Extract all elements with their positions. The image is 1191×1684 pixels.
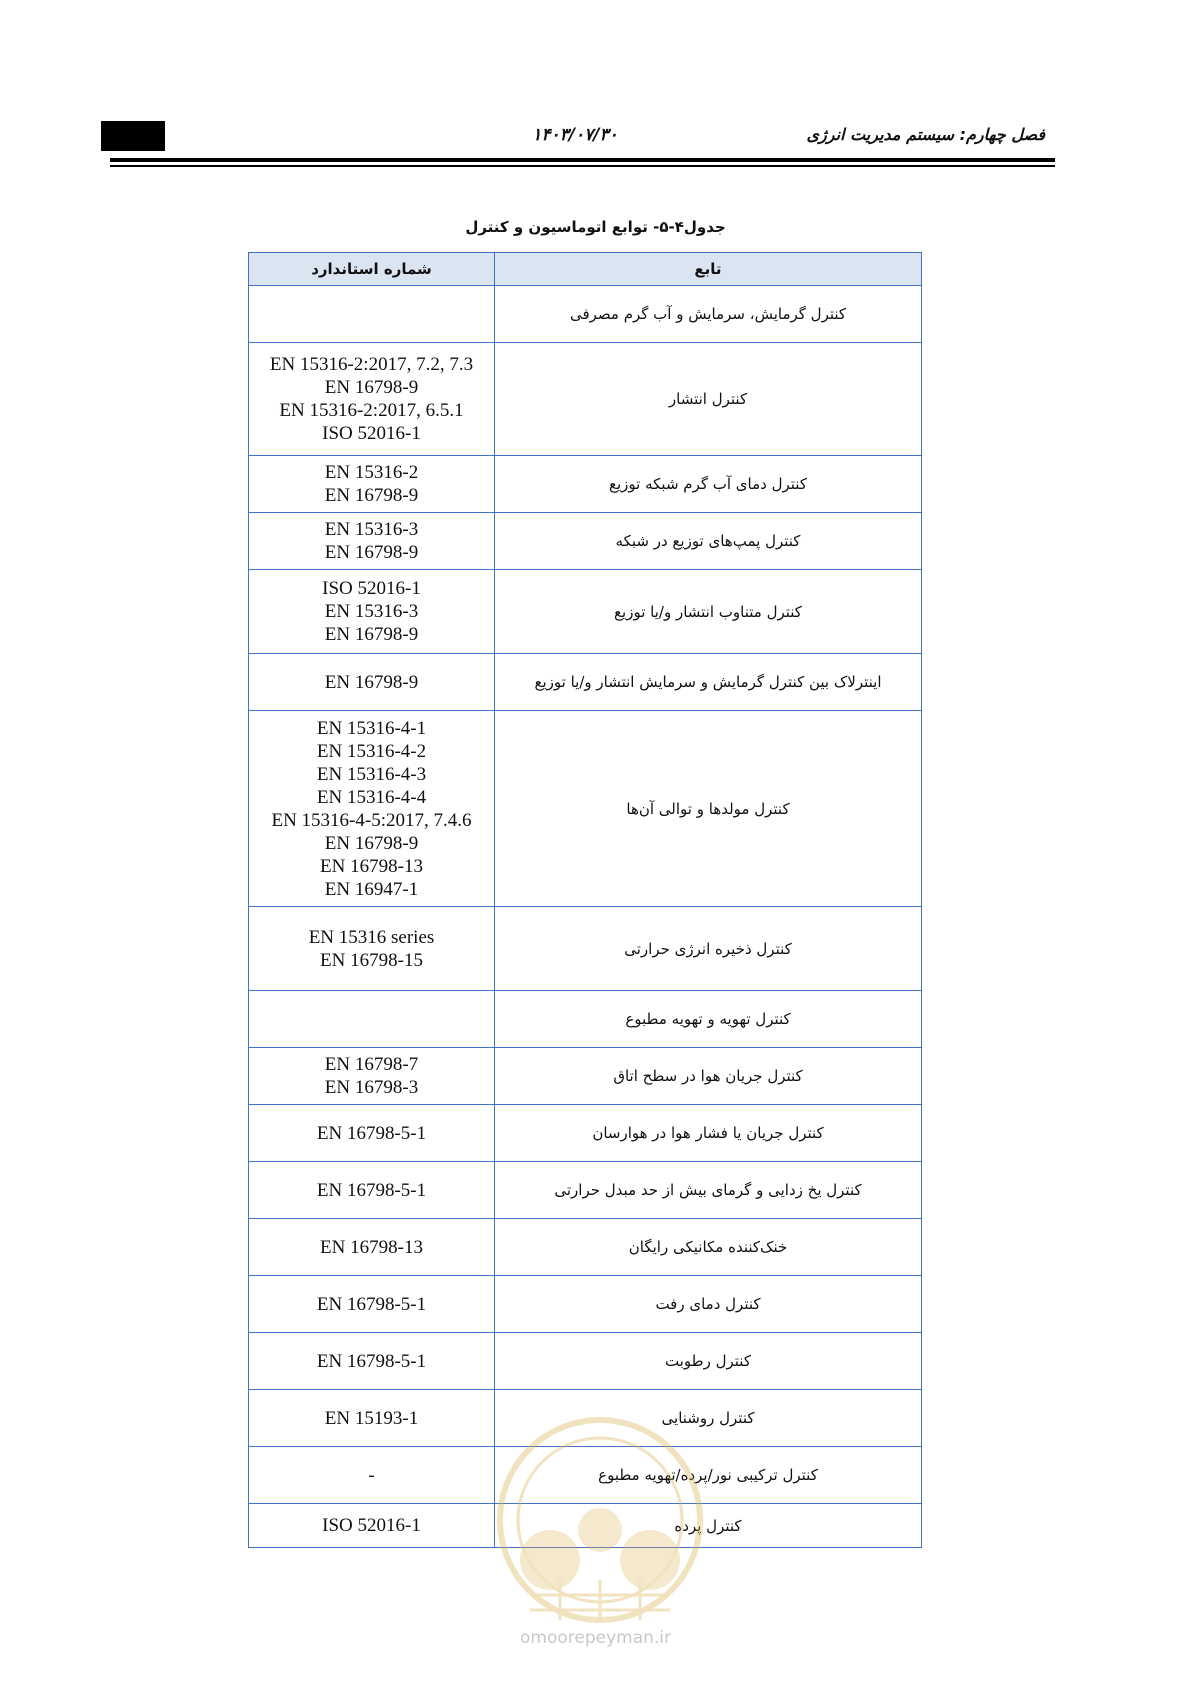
standard-cell — [249, 991, 495, 1048]
standard-number: EN 16798-9 — [324, 832, 419, 854]
standard-number: EN 16798-9 — [324, 624, 419, 645]
standard-number: EN 15316 series — [308, 926, 435, 948]
standard-number: EN 16947-1 — [324, 878, 419, 900]
standard-cell — [249, 1390, 495, 1447]
standard-cell — [249, 711, 495, 907]
standard-cell — [249, 1162, 495, 1219]
function-cell: کنترل پمپ‌های توزیع در شبکه — [495, 513, 922, 570]
standard-cell — [249, 1333, 495, 1390]
header-standard: شماره استاندارد — [249, 253, 495, 286]
standard-number: EN 16798-3 — [324, 1077, 419, 1098]
function-cell: کنترل ذخیره انرژی حرارتی — [495, 907, 922, 991]
standard-number: - — [368, 1464, 375, 1486]
header-date: ۱۴۰۳/۰۷/۳۰ — [532, 125, 618, 145]
standard-number: EN 16798-9 — [324, 671, 419, 693]
standard-cell — [249, 570, 495, 654]
table-row — [249, 1162, 922, 1219]
function-cell: کنترل پرده — [495, 1504, 922, 1548]
function-cell: کنترل ترکیبی نور/پرده/تهویه مطبوع — [495, 1447, 922, 1504]
function-cell: کنترل یخ زدایی و گرمای بیش از حد مبدل حرارتی — [495, 1162, 922, 1219]
automation-control-table — [248, 252, 922, 1548]
standard-cell — [249, 343, 495, 456]
standard-number: EN 16798-5-1 — [316, 1179, 427, 1201]
table-caption: جدول۴-۵- توابع اتوماسیون و کنترل — [465, 218, 726, 236]
standard-number: EN 16798-7 — [324, 1054, 419, 1075]
standard-number: EN 15316-3 — [324, 519, 419, 540]
standard-cell — [249, 1105, 495, 1162]
table-row — [249, 907, 922, 991]
header-rule-thin — [110, 165, 1055, 167]
standard-cell — [249, 654, 495, 711]
function-cell: کنترل دمای آب گرم شبکه توزیع — [495, 456, 922, 513]
table-row — [249, 1048, 922, 1105]
standard-number: ISO 52016-1 — [322, 423, 421, 444]
table-row — [249, 1333, 922, 1390]
standard-cell — [249, 286, 495, 343]
table-row — [249, 343, 922, 456]
table-row — [249, 286, 922, 343]
function-cell: کنترل دمای رفت — [495, 1276, 922, 1333]
standard-number: EN 16798-9 — [324, 377, 419, 398]
standard-cell — [249, 1447, 495, 1504]
header-rule-thick — [110, 158, 1055, 162]
standard-number: EN 15193-1 — [324, 1407, 419, 1429]
header-function: تابع — [495, 253, 922, 286]
standard-number: EN 15316-4-1 — [316, 717, 427, 739]
standard-number: EN 16798-5-1 — [316, 1122, 427, 1144]
standard-number: EN 16798-5-1 — [316, 1350, 427, 1372]
standard-cell — [249, 1219, 495, 1276]
function-cell: اینترلاک بین کنترل گرمایش و سرمایش انتشار و/یا توزیع — [495, 654, 922, 711]
omoorepeyman-logo-watermark — [490, 1410, 710, 1630]
table-row — [249, 1276, 922, 1333]
function-cell: کنترل مولدها و توالی آن‌ها — [495, 711, 922, 907]
standard-cell — [249, 1504, 495, 1548]
standard-number: EN 16798-13 — [320, 1236, 423, 1258]
function-cell: کنترل رطوبت — [495, 1333, 922, 1390]
standard-cell — [249, 1048, 495, 1105]
standard-number: ISO 52016-1 — [322, 1515, 421, 1536]
standard-number: EN 15316-2:2017, 6.5.1 — [279, 400, 464, 421]
standard-number: EN 15316-3 — [324, 601, 419, 622]
table-row — [249, 711, 922, 907]
function-cell: کنترل روشنایی — [495, 1390, 922, 1447]
standard-number: EN 16798-9 — [324, 542, 419, 563]
standard-cell — [249, 1276, 495, 1333]
standard-number: EN 16798-13 — [320, 855, 423, 877]
table-row — [249, 570, 922, 654]
standard-number: EN 16798-5-1 — [316, 1293, 427, 1315]
standard-number: EN 15316-4-2 — [316, 740, 427, 762]
table-header-row — [249, 253, 922, 286]
function-cell: کنترل تهویه و تهویه مطبوع — [495, 991, 922, 1048]
table-row — [249, 513, 922, 570]
function-cell: کنترل انتشار — [495, 343, 922, 456]
standard-number: EN 16798-9 — [324, 485, 419, 506]
standard-number: EN 15316-4-5:2017, 7.4.6 — [271, 809, 472, 831]
header-chapter-title: فصل چهارم: سیستم مدیریت انرژی — [806, 125, 1045, 144]
standard-number: EN 15316-2:2017, 7.2, 7.3 — [269, 354, 474, 375]
page-number-box — [101, 121, 165, 151]
function-cell: کنترل جریان یا فشار هوا در هوارسان — [495, 1105, 922, 1162]
function-cell: خنک‌کننده مکانیکی رایگان — [495, 1219, 922, 1276]
table-row — [249, 456, 922, 513]
table-row — [249, 991, 922, 1048]
standard-cell — [249, 456, 495, 513]
watermark-site-text: omoorepeyman.ir — [519, 1628, 672, 1648]
table-row — [249, 654, 922, 711]
standard-number: ISO 52016-1 — [322, 578, 421, 599]
table-row — [249, 1219, 922, 1276]
standard-cell — [249, 907, 495, 991]
standard-number: EN 15316-4-3 — [316, 763, 427, 785]
standard-cell — [249, 513, 495, 570]
table-row — [249, 1105, 922, 1162]
standard-number: EN 16798-15 — [320, 949, 423, 971]
table-body — [249, 286, 922, 1548]
function-cell: کنترل جریان هوا در سطح اتاق — [495, 1048, 922, 1105]
page-header — [0, 0, 1191, 170]
function-cell: کنترل متناوب انتشار و/یا توزیع — [495, 570, 922, 654]
function-cell: کنترل گرمایش، سرمایش و آب گرم مصرفی — [495, 286, 922, 343]
standard-number: EN 15316-4-4 — [316, 786, 427, 808]
standard-number: EN 15316-2 — [324, 462, 419, 483]
